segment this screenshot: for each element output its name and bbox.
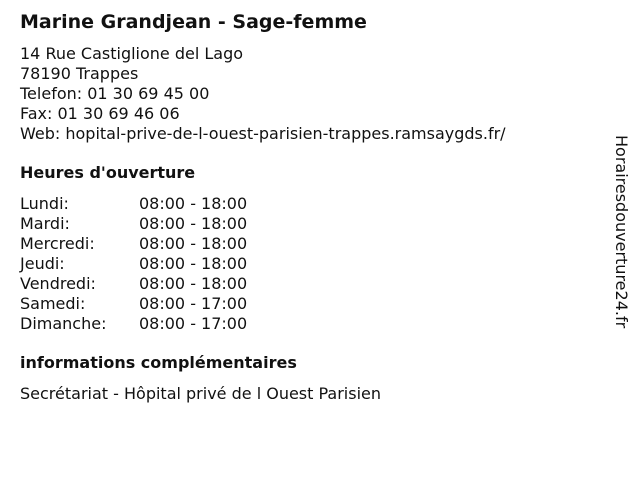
fax-number: Fax: 01 30 69 46 06 — [20, 104, 180, 123]
time-range: 08:00 - 18:00 — [139, 274, 248, 293]
time-range: 08:00 - 18:00 — [139, 254, 248, 273]
website: Web: hopital-prive-de-l-ouest-parisien-trappes.ramsaygds.fr/ — [20, 124, 506, 143]
day-label: Jeudi: — [20, 254, 65, 273]
time-range: 08:00 - 17:00 — [139, 294, 248, 313]
time-range: 08:00 - 18:00 — [139, 234, 248, 253]
additional-info-heading: informations complémentaires — [20, 353, 297, 372]
day-label: Mardi: — [20, 214, 70, 233]
time-range: 08:00 - 17:00 — [139, 314, 248, 333]
time-range: 08:00 - 18:00 — [139, 194, 248, 213]
day-label: Lundi: — [20, 194, 69, 213]
page-title: Marine Grandjean - Sage-femme — [20, 11, 367, 33]
day-label: Mercredi: — [20, 234, 95, 253]
additional-info-text: Secrétariat - Hôpital privé de l Ouest Parisien — [20, 384, 382, 403]
day-label: Vendredi: — [20, 274, 96, 293]
opening-hours-heading: Heures d'ouverture — [20, 163, 196, 182]
postal-city: 78190 Trappes — [20, 64, 139, 83]
site-brand: Horairesdouverture24.fr — [612, 135, 631, 329]
street-address: 14 Rue Castiglione del Lago — [20, 44, 244, 63]
time-range: 08:00 - 18:00 — [139, 214, 248, 233]
day-label: Samedi: — [20, 294, 86, 313]
day-label: Dimanche: — [20, 314, 107, 333]
contact-details — [20, 44, 506, 144]
phone-number: Telefon: 01 30 69 45 00 — [20, 84, 210, 103]
